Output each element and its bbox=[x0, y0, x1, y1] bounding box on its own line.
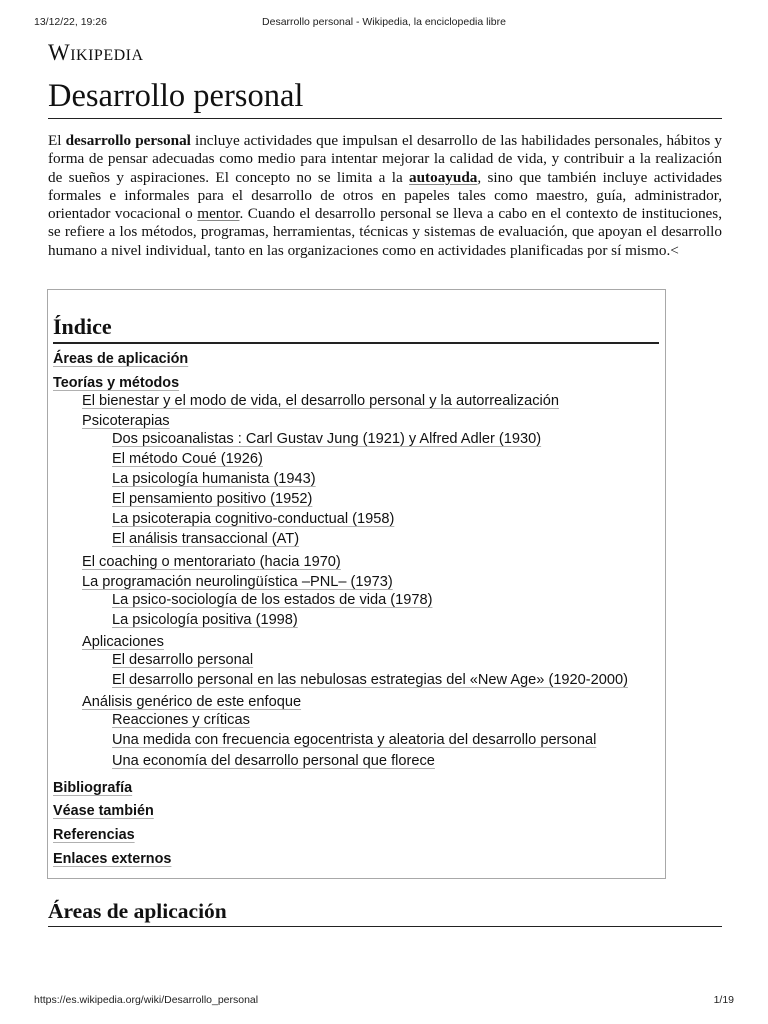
toc-item[interactable]: La psicología positiva (1998) bbox=[112, 612, 298, 628]
toc-item[interactable]: El bienestar y el modo de vida, el desarrollo personal y la autorrealización bbox=[82, 393, 559, 409]
toc-title: Índice bbox=[53, 314, 112, 339]
intro-text-4: . Cuando el desarrollo personal se lleva a cabo en el contexto de instituciones, se refiere a los métodos, programas, herramientas, técnicas y sistemas de evaluación, que apoyan el desarrollo humano a nivel individual, tanto en las organizaciones como en actividades planificadas por sí mismo.< bbox=[48, 205, 722, 259]
toc-item[interactable]: Bibliografía bbox=[53, 780, 133, 796]
intro-text-3: , sino que también incluye actividades formales e informales para el desarrollo de otros en papeles tales como maestro, guía, administrador, orientador vocacional o bbox=[48, 168, 723, 223]
section-heading-container bbox=[48, 896, 722, 927]
intro-text-2: incluye actividades que impulsan el desarrollo de las habilidades personales, hábitos y forma de pensar adecuadas como medio para intentar mejorar la calidad de vida, y contribuir a la realización de sueños y aspiraciones. El concepto no se limita a la bbox=[48, 132, 723, 186]
toc-item[interactable]: El análisis transaccional (AT) bbox=[112, 531, 300, 547]
toc-item[interactable]: El desarrollo personal en las nebulosas estrategias del «New Age» (1920-2000) bbox=[112, 672, 628, 688]
intro-text-1: El bbox=[48, 132, 66, 149]
toc-item[interactable]: Psicoterapias bbox=[82, 413, 170, 429]
toc-item[interactable]: El método Coué (1926) bbox=[112, 451, 263, 467]
wikipedia-logo[interactable] bbox=[48, 40, 144, 66]
print-datetime: 13/12/22, 19:26 bbox=[34, 16, 107, 28]
toc-item[interactable]: Referencias bbox=[53, 827, 135, 843]
toc-item[interactable]: Véase también bbox=[53, 803, 154, 819]
wikipedia-wordmark: Wikipedia bbox=[48, 40, 144, 65]
page-title: Desarrollo personal bbox=[48, 78, 304, 114]
toc-item[interactable]: La psicología humanista (1943) bbox=[112, 471, 316, 487]
toc-item[interactable]: Dos psicoanalistas : Carl Gustav Jung (1921) y Alfred Adler (1930) bbox=[112, 431, 542, 447]
intro-paragraph bbox=[48, 132, 722, 260]
toc-item[interactable]: Aplicaciones bbox=[82, 634, 164, 650]
toc-item[interactable]: El desarrollo personal bbox=[112, 652, 254, 668]
toc-title-container bbox=[53, 312, 659, 344]
section-heading: Áreas de aplicación bbox=[48, 899, 227, 923]
autoayuda-link[interactable]: autoayuda bbox=[409, 168, 478, 186]
toc-item[interactable]: Una medida con frecuencia egocentrista y aleatoria del desarrollo personal bbox=[112, 732, 597, 748]
print-page-title: Desarrollo personal - Wikipedia, la enciclopedia libre bbox=[262, 16, 506, 28]
toc-item[interactable]: Áreas de aplicación bbox=[53, 351, 189, 367]
toc-item[interactable]: Enlaces externos bbox=[53, 851, 172, 867]
print-header bbox=[34, 16, 734, 30]
toc-item[interactable]: La psico-sociología de los estados de vida (1978) bbox=[112, 592, 433, 608]
toc-item[interactable]: La programación neurolingüística –PNL– (1973) bbox=[82, 574, 393, 590]
toc-item[interactable]: La psicoterapia cognitivo-conductual (1958) bbox=[112, 511, 395, 527]
print-footer-url: https://es.wikipedia.org/wiki/Desarrollo_personal bbox=[34, 994, 259, 1006]
toc-item[interactable]: Teorías y métodos bbox=[53, 375, 180, 391]
toc-item[interactable]: Una economía del desarrollo personal que florece bbox=[112, 753, 435, 769]
table-of-contents bbox=[47, 289, 666, 879]
toc-item[interactable]: Análisis genérico de este enfoque bbox=[82, 694, 302, 710]
toc-item[interactable]: El pensamiento positivo (1952) bbox=[112, 491, 313, 507]
intro-bold-term: desarrollo personal bbox=[65, 132, 191, 149]
page-title-container bbox=[48, 74, 722, 119]
mentor-link[interactable]: mentor bbox=[197, 205, 240, 223]
print-footer-page-number: 1/19 bbox=[713, 994, 734, 1006]
toc-item[interactable]: Reacciones y críticas bbox=[112, 712, 250, 728]
toc-item[interactable]: El coaching o mentorariato (hacia 1970) bbox=[82, 554, 341, 570]
